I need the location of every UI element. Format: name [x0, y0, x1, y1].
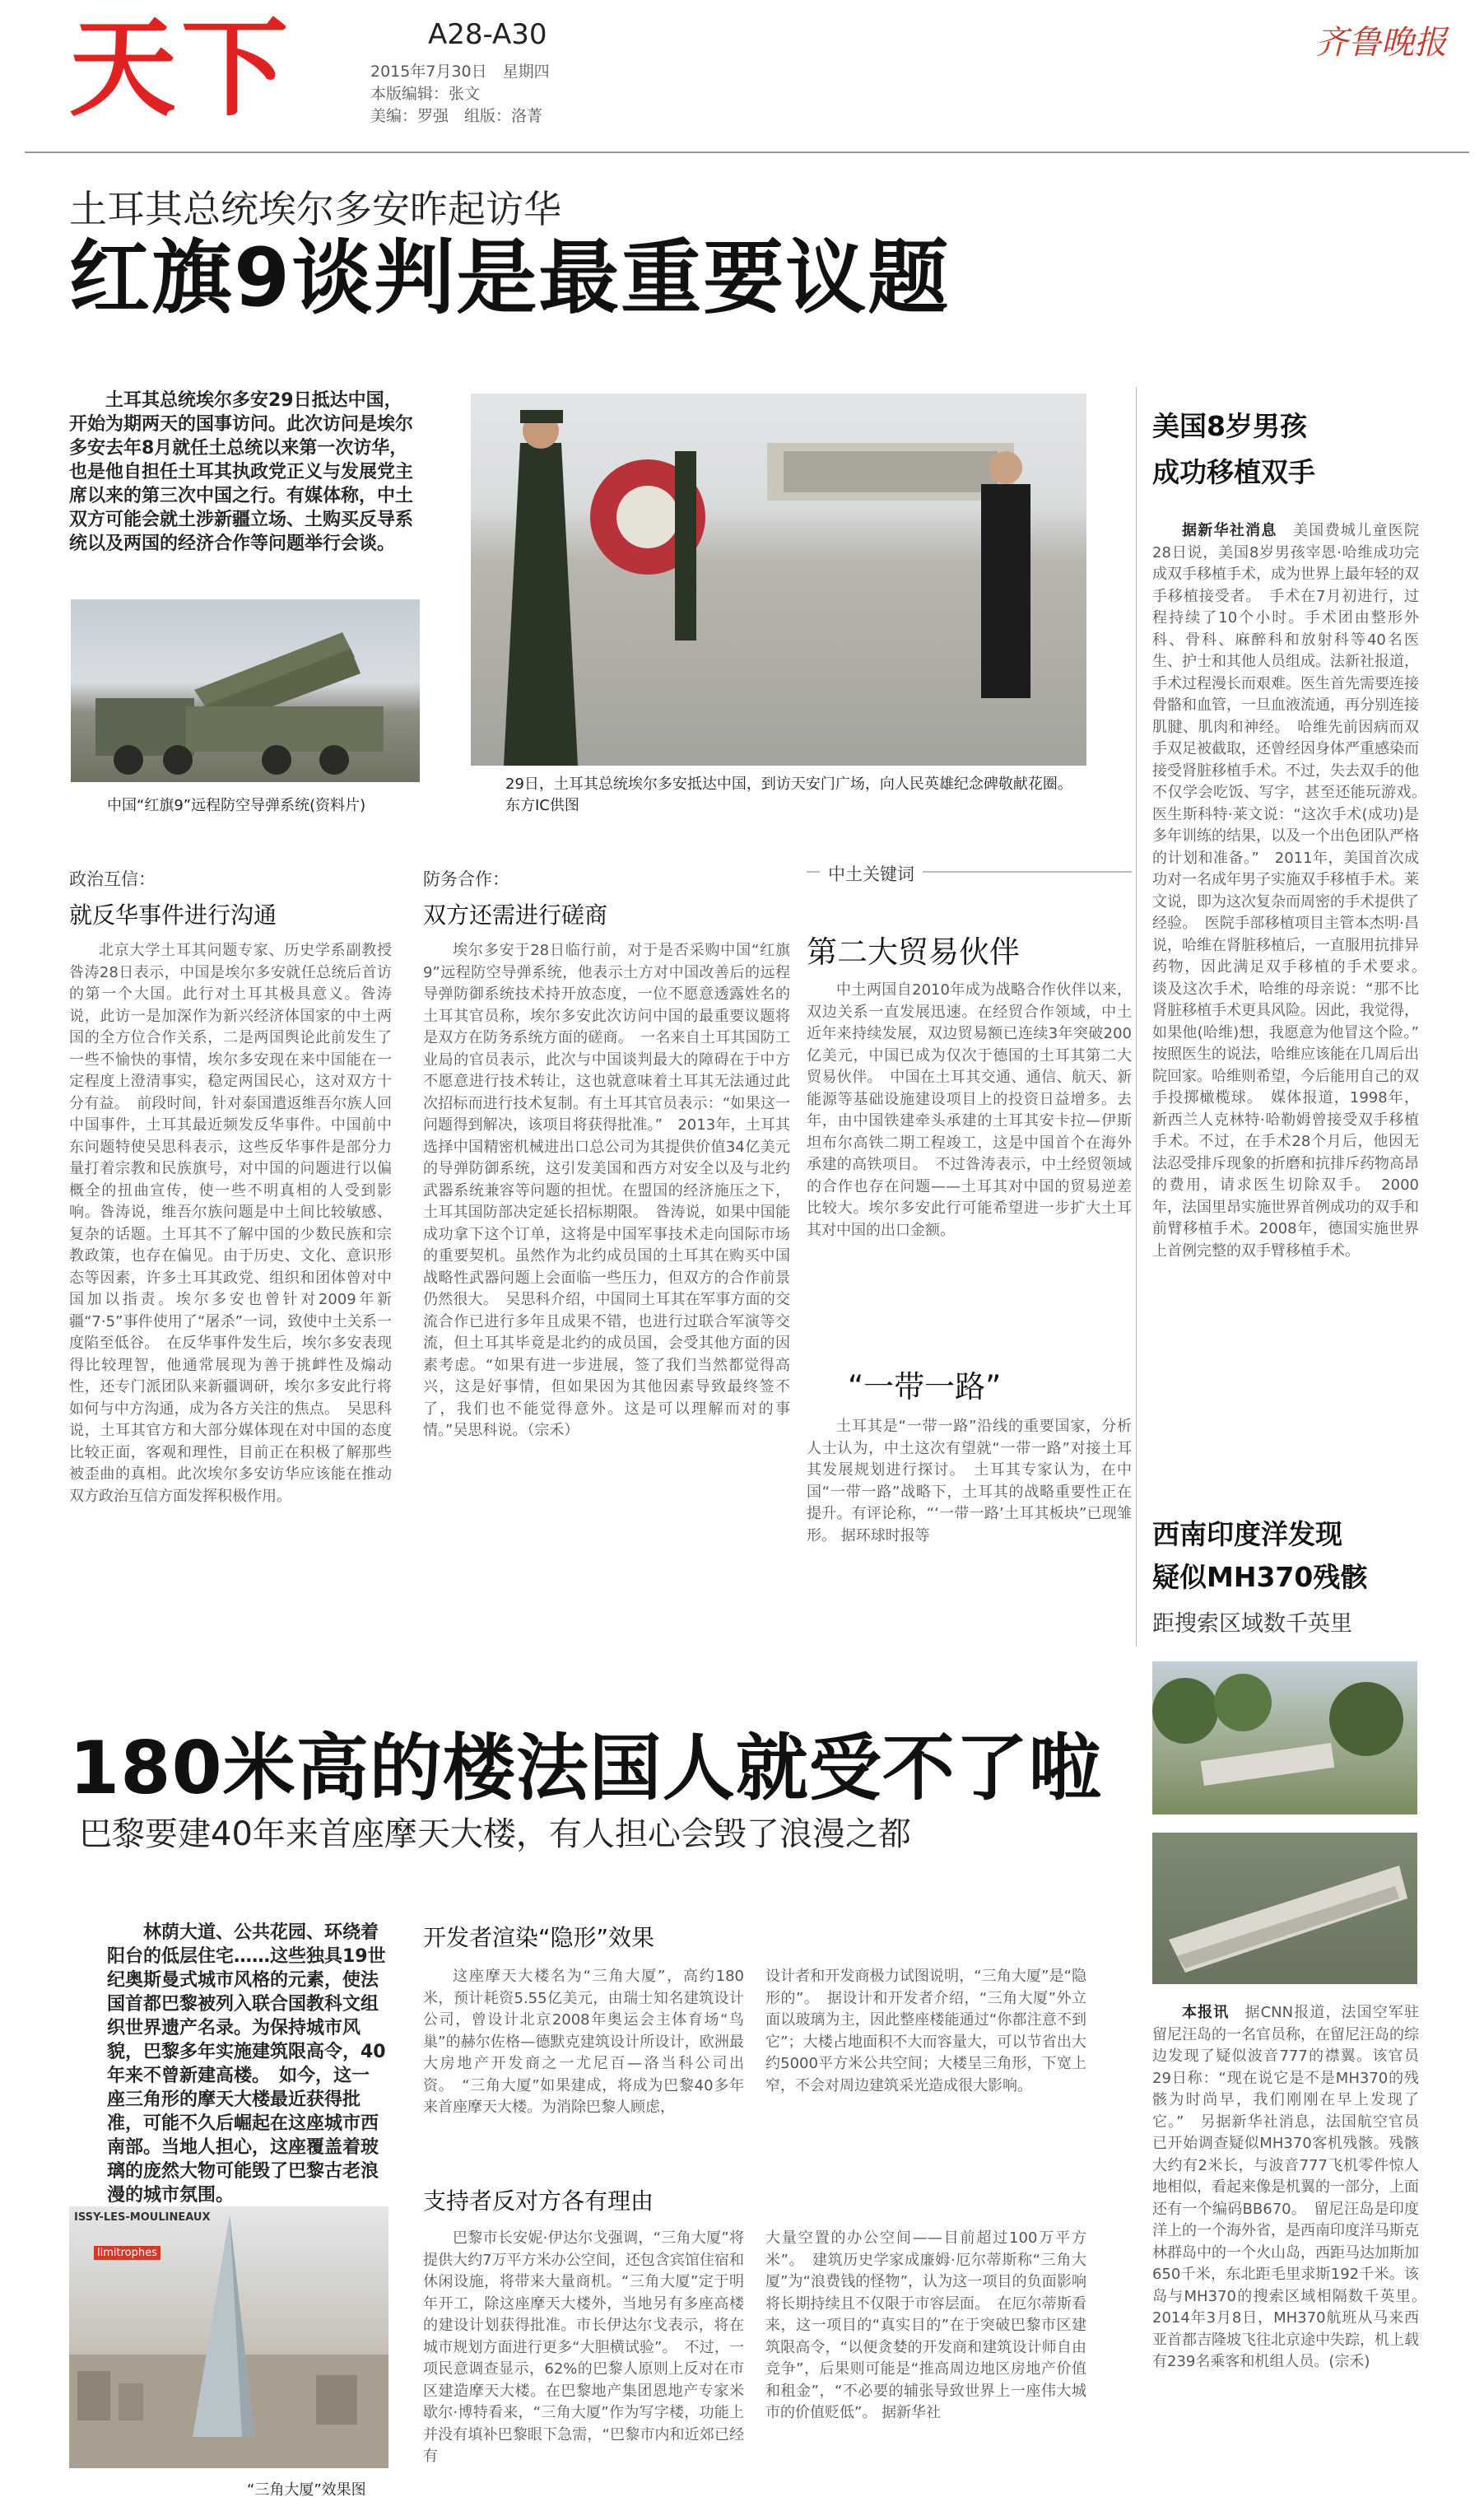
- article2-sec2-title: 支持者反对方各有理由: [423, 2187, 654, 2215]
- header-info: [370, 61, 550, 128]
- article2-sec1-text-b: 设计者和开发商极力试图说明，“三角大厦”是“隐形的”。 据设计和开发者介绍，“三角大厦”外立面以玻璃为主，因此整座楼能通过“你都注意不到它”；大楼占地面积不大而容量大，可以节省出大约5000平方米公共空间；大楼呈三角形，下宽上窄，不会对周边建筑采光造成很大影响。: [765, 1968, 1086, 2094]
- rendering-label-2: limitrophes: [94, 2246, 160, 2260]
- side2-title-line2: 疑似MH370残骸: [1152, 1561, 1368, 1593]
- side1-text: [1152, 520, 1434, 1492]
- newspaper-logo: 齐鲁晚报: [1315, 24, 1447, 62]
- issue-date: 2015年7月30日 星期四: [370, 63, 550, 81]
- debris-photo-beach: [1152, 1661, 1417, 1815]
- side2-body: 据CNN报道，法国空军驻留尼汪岛的一名官员称，在留尼汪岛的综边发现了疑似波音777的襟翼。该官员29日称：“现在说它是不是MH370的残骸为时尚早，我们刚刚在早上发现了它。” 另据新华社消息，法国航空官员已开始调查疑似MH370客机残骸。残骸大约有2米长，与波音777飞机零件惊人地相似，看起来像是机翼的一部分，上面还有一个编码BB670。 留尼汪岛是印度洋上的一个海外省，是西南印度洋马斯克林群岛中的一个火山岛，西距马达加斯加650千米，东北距毛里求斯192千米。该岛与MH370的搜索区域相隔数千英里。 2014年3月8日，MH370航班从马来西亚首都吉隆坡飞往北京途中失踪，机上载有239名乘客和机组人员。(宗禾): [1152, 2004, 1434, 2370]
- keyword-title-belt-road: “一带一路”: [848, 1369, 1002, 1405]
- article2-sec2-text-b: 大量空置的办公空间——目前超过100万平方米”。 建筑历史学家成廉姆·厄尔蒂斯称“三角大厦”为“浪费钱的怪物”，认为这一项目的负面影响将长期持续且不仅限于市容层面。 在厄尔蒂斯看来，这一项目的“真实目的”在于突破巴黎市区建筑限高令，“以便贪婪的开发商和建筑设计师自由竞争”，后果则可能是“推高周边地区房地产价值和租金”，“不必要的辅张导致世界上一座伟大城市的价值贬低”。 据新华社: [765, 2229, 1086, 2421]
- wreath-photo: [471, 394, 1086, 766]
- debris-photo-closeup: [1152, 1833, 1417, 1984]
- rendering-label-1: ISSY-LES-MOULINEAUX: [74, 2211, 211, 2224]
- page-range: A28-A30: [428, 18, 547, 51]
- col1-label: 政治互信：: [69, 869, 156, 889]
- article2-lead: 林荫大道、公共花园、环绕着阳台的低层住宅……这些独具19世纪奥斯曼式城市风格的元素，使法国首都巴黎被列入联合国教科文组织世界遗产名录。为保持城市风貌，巴黎多年实施建筑限高令，40年来不曾新建高楼。 如今，这一座三角形的摩天大楼最近获得批准，可能不久后崛起在这座城市西南部。当地人担心，这座覆盖着玻璃的庞然大物可能毁了巴黎古老浪漫的城市氛围。: [107, 1922, 386, 2206]
- section-title: 天下: [69, 6, 294, 131]
- side1-body: 美国费城儿童医院28日说，美国8岁男孩宰恩·哈维成功完成双手移植手术，成为世界上最年轻的双手移植接受者。 手术在7月初进行，过程持续了10个小时。手术团由整形外科、骨科、麻醉科和放射科等40名医生、护士和其他人员组成。法新社报道，手术过程漫长而艰难。医生首先需要连接骨骼和血管，一旦血液流通，再分别连接肌腱、肌肉和神经。 哈维先前因病而双手双足被截取，还曾经因身体严重感染而接受肾脏移植手术。不过，失去双手的他不仅学会吃饭、写字，甚至还能玩游戏。 医生斯科特·莱文说：“这次手术(成功)是多年训练的结果，以及一个出色团队严格的计划和准备。” 2011年，美国首次成功对一名成年男子实施双手移植手术。莱文说，即为这次复杂而周密的手术提供了经验。 医院手部移植项目主管本杰明·昌说，哈维在肾脏移植后，一直服用抗排异药物，因此满足双手移植的手术要求。 谈及这次手术，哈维的母亲说：“那不比肾脏移植手术更具风险。因此，我觉得，如果他(哈维)想，我愿意为他冒这个险。” 按照医生的说法，哈维应该能在几周后出院回家。哈维则希望，今后能用自己的双手投掷橄榄球。 媒体报道，1998年，新西兰人克林特·哈勒姆曾接受双手移植手术。不过，在手术28个月后，他因无法忍受排斥现象的折磨和抗排斥药物高昂的费用，请求医生切除双手。 2000年，法国里昂实施世界首例成功的双手和前臂移植手术。2008年，德国实施世界上首例完整的双手臂移植手术。: [1152, 522, 1434, 1260]
- col1-text: 北京大学土耳其问题专家、历史学系副教授昝涛28日表示，中国是埃尔多安就任总统后首访的第一个大国。此行对土耳其极具意义。昝涛说，此访一是加深作为新兴经济体国家的中土两国的全方位合作关系，二是两国舆论此前发生了一些不愉快的事情，埃尔多安现在来中国能在一定程度上澄清事实，稳定两国民心，这对双方十分有益。 前段时间，针对泰国遣返维吾尔族人回中国事件，土耳其最近频发反华事件。中国前中东问题特使吴思科表示，这些反华事件是部分力量打着宗教和民族旗号，对中国的问题进行以偏概全的扭曲宣传，使一些不明真相的人受到影响。昝涛说，维吾尔族问题是中土间比较敏感、复杂的话题。土耳其不了解中国的少数民族和宗教政策，也存在偏见。由于历史、文化、意识形态等因素，许多土耳其政党、组织和团体曾对中国加以指责。埃尔多安也曾针对2009年新疆“7·5”事件使用了“屠杀”一词，致使中土关系一度陷至低谷。 在反华事件发生后，埃尔多安表现得比较理智，他通常展现为善于挑衅性及煽动性，还专门派团队来新疆调研，埃尔多安此行将如何与中方沟通，成为各方关注的焦点。 吴思科说，土耳其官方和大部分媒体现在对中国的态度比较正面，客观和理性，目前正在积极了解那些被歪曲的真相。此次埃尔多安访华应该能在推动双方政治互信方面发挥积极作用。: [69, 942, 392, 1505]
- keyword-title-trade: 第二大贸易伙伴: [807, 934, 1020, 970]
- side2-text: [1152, 2002, 1434, 2488]
- missile-photo: [71, 599, 420, 782]
- keyword-text-belt-road: 土耳其是“一带一路”沿线的重要国家，分析人士认为，中土这次有望就“一带一路”对接土耳其发展规划进行探讨。 土耳其专家认为，在中国“一带一路”战略下，土耳其的战略重要性正在提升。有评论称，“‘一带一路’土耳其板块”已现雏形。 据环球时报等: [807, 1418, 1132, 1544]
- missile-photo-caption: 中国“红旗9”远程防空导弹系统(资料片): [107, 797, 366, 814]
- col2-title: 双方还需进行磋商: [423, 901, 608, 929]
- keyword-text-trade: 中土两国自2010年成为战略合作伙伴以来，双边关系一直发展迅速。在经贸合作领域，中土近年来持续发展，双边贸易额已连续3年突破200亿美元，中国已成为仅次于德国的土耳其第二大贸易伙伴。 中国在土耳其交通、通信、航天、新能源等基础设施建设项目上的投资日益增多。去年，由中国铁建牵头承建的土耳其安卡拉—伊斯坦布尔高铁二期工程竣工，这是中国首个在海外承建的高铁项目。 不过昝涛表示，中土经贸领域的合作也存在问题——土耳其对中国的贸易逆差比较大。埃尔多安此行可能希望进一步扩大土耳其对中国的出口金额。: [807, 981, 1132, 1239]
- article2-sec1-title: 开发者渲染“隐形”效果: [423, 1924, 655, 1951]
- art-credit: 美编：罗强 组版：洛菁: [370, 107, 543, 125]
- header-rule: [25, 151, 1469, 153]
- article2-sec1-text-a: 这座摩天大楼名为“三角大厦”，高约180米，预计耗资5.55亿美元，由瑞士知名建筑设计公司，曾设计北京2008年奥运会主体育场“鸟巢”的赫尔佐格—德默克建筑设计所设计，欧洲最大房地产开发商之一尤尼百—洛当科公司出资。 “三角大厦”如果建成，将成为巴黎40多年来首座摩天大楼。为消除巴黎人顾虑，: [423, 1968, 744, 2116]
- side2-subtitle: 距搜索区域数千英里: [1152, 1611, 1352, 1637]
- side2-source: 本报讯: [1182, 2004, 1230, 2021]
- col2-text: 埃尔多安于28日临行前，对于是否采购中国“红旗9”远程防空导弹系统，他表示土方对中国改善后的远程导弹防御系统技术持开放态度，一位不愿意透露姓名的土耳其官员称，埃尔多安此次访问中国的最重要议题将是双方在防务系统方面的磋商。 一名来自土耳其国防工业局的官员表示，此次与中国谈判最大的障碍在于中方不愿意进行技术转让，这也就意味着土耳其无法通过此次招标而进行技术复制。有土耳其官员表示：“如果这一问题得到解决，该项目将获得批准。” 2013年，土耳其选择中国精密机械进出口总公司为其提供价值34亿美元的导弹防御系统，这引发美国和西方对安全以及与北约武器系统兼容等问题的担忧。在盟国的经济施压之下，土耳其国防部决定延长招标期限。 昝涛说，如果中国能成功拿下这个订单，这将是中国军事技术走向国际市场的重要契机。虽然作为北约成员国的土耳其在购买中国战略性武器问题上会面临一些压力，但双方的合作前景仍然很大。 吴思科介绍，中国同土耳其在军事方面的交流合作已进行多年且成果不错，也进行过联合军演等交流，但土耳其毕竟是北约的成员国，会受其他方面的因素考虑。“如果有进一步进展，签了我们当然都觉得高兴，这是好事情，但如果因为其他因素导致最终签不了，我们也不能觉得意外。这是可以理解而对的事情。”吴思科说。（宗禾）: [423, 942, 790, 1439]
- triangle-tower-rendering: [69, 2206, 388, 2468]
- editor-credit: 本版编辑：张文: [370, 85, 481, 103]
- article2-subheadline: 巴黎要建40年来首座摩天大楼，有人担心会毁了浪漫之都: [79, 1815, 911, 1853]
- article2-sec2-text-a: 巴黎市长安妮·伊达尔戈强调，“三角大厦”将提供大约7万平方米办公空间，还包含宾馆住宿和休闲设施，将带来大量商机。“三角大厦”定于明年开工，除这座摩天大楼外，当地另有多座高楼的建设计划获得批准。市长伊达尔戈表示，将在城市规划方面进行更多“大胆横试验”。 不过，一项民意调查显示，62%的巴黎人原则上反对在市区建造摩天大楼。在巴黎地产集团恩地产专家米歇尔·博特看来，“三角大厦”作为写字楼，功能上并没有填补巴黎眼下急需，“巴黎市内和近郊已经有: [423, 2229, 744, 2465]
- wreath-photo-caption: 29日，土耳其总统埃尔多安抵达中国，到访天安门广场，向人民英雄纪念碑敬献花圈。 东方IC供图: [505, 776, 1072, 814]
- keywords-label: 中土关键词: [820, 861, 923, 886]
- side1-title-line2: 成功移植双手: [1152, 456, 1315, 488]
- keywords-box: [807, 864, 1132, 897]
- main-kicker: 土耳其总统埃尔多安昨起访华: [69, 187, 561, 231]
- main-headline: 红旗9谈判是最重要议题: [69, 231, 951, 325]
- side2-title-line1: 西南印度洋发现: [1152, 1518, 1342, 1550]
- side1-source: 据新华社消息: [1182, 522, 1277, 539]
- article2-headline: 180米高的楼法国人就受不了啦: [69, 1726, 1102, 1810]
- rendering-caption: “三角大厦”效果图: [247, 2481, 366, 2499]
- col1-title: 就反华事件进行沟通: [69, 901, 277, 929]
- side1-title-line1: 美国8岁男孩: [1152, 410, 1307, 442]
- main-lead: 土耳其总统埃尔多安29日抵达中国，开始为期两天的国事访问。此次访问是埃尔多安去年8月就任土总统以来第一次访华，也是他自担任土耳其执政党正义与发展党主席以来的第三次中国之行。有媒体称，中土双方可能会就土涉新疆立场、土购买反导系统以及两国的经济合作等问题举行会谈。: [69, 390, 414, 554]
- column-divider: [1136, 387, 1137, 1647]
- col2-label: 防务合作：: [423, 869, 509, 889]
